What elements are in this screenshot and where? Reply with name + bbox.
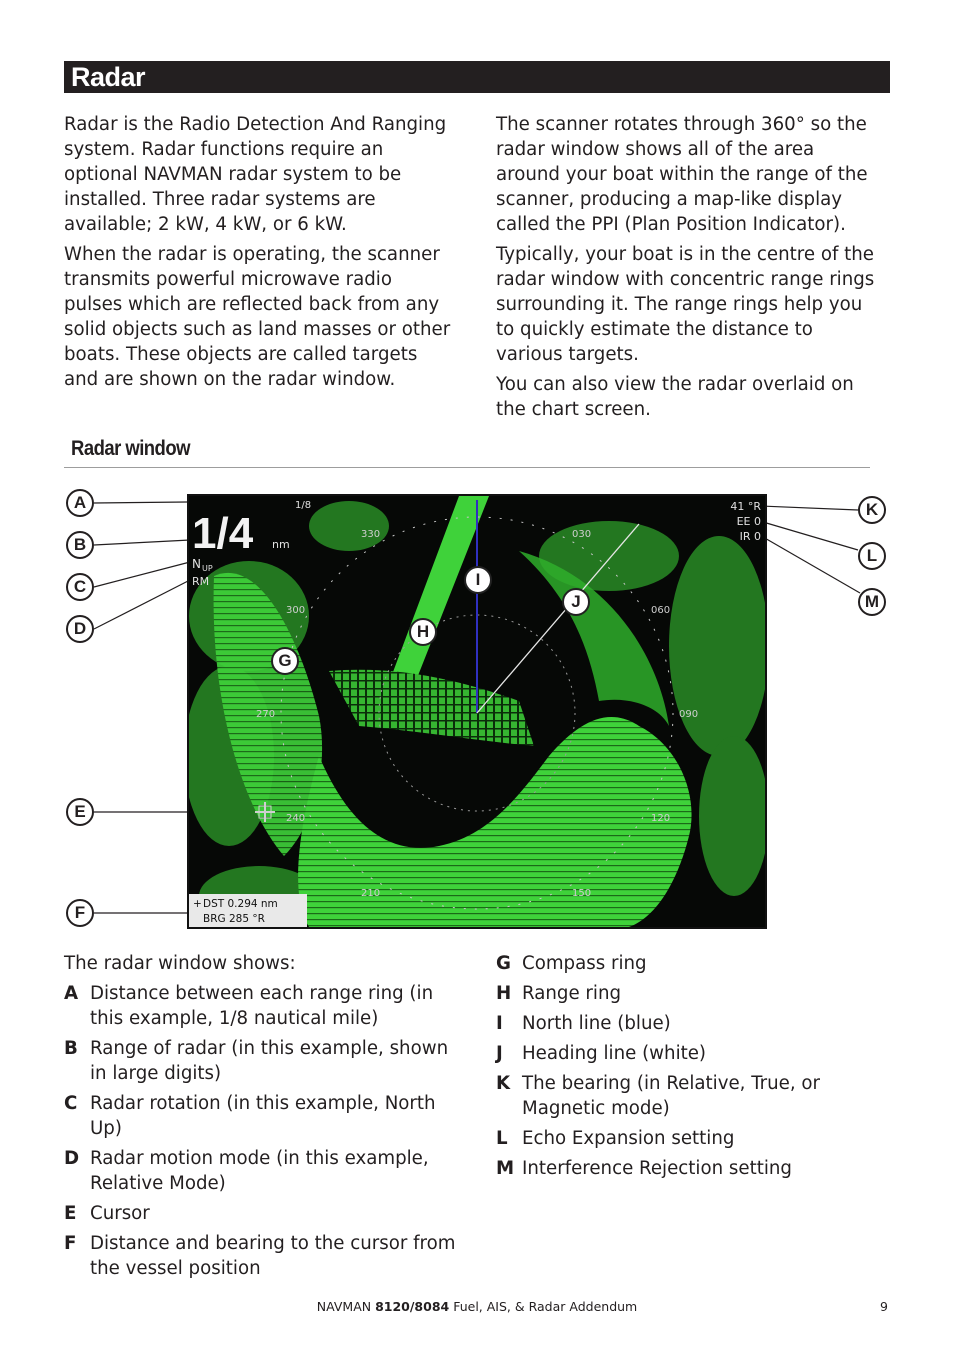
legend-text: Distance and bearing to the cursor from the vessel position [90, 1233, 456, 1279]
intro-paragraph: The scanner rotates through 360° so the radar window shows all of the area around your boat within the range of the scanner, producing a map-like display called the PPI (Plan Position Indicator). [496, 114, 868, 235]
intro-paragraph: Radar is the Radio Detection And Ranging system. Radar functions require an optional NAVMAN radar system to be installed. Three radar systems are available; 2 kW, 4 kW, or 6 kW. [64, 114, 447, 235]
compass-label: 300 [286, 605, 306, 616]
legend-text: Radar rotation (in this example, North Up) [90, 1093, 436, 1139]
callout-h: H [409, 618, 437, 646]
legend-text: Radar motion mode (in this example, Relative Mode) [90, 1148, 429, 1194]
legend-item [64, 981, 464, 1031]
legend-item [64, 1091, 464, 1141]
callout-k: K [858, 496, 886, 524]
section-title: Radar window [71, 437, 190, 460]
compass-label: 060 [651, 605, 671, 616]
leader-a [94, 502, 187, 503]
legend-key: C [64, 1093, 78, 1114]
callout-d: D [66, 615, 94, 643]
legend-key: B [64, 1038, 78, 1059]
legend-left [64, 951, 464, 1286]
legend-item [496, 951, 896, 976]
legend-item [496, 1156, 896, 1181]
legend-text: Range ring [522, 983, 622, 1004]
range-unit: nm [272, 538, 290, 551]
compass-label: 240 [286, 813, 306, 824]
echo-expansion-readout: EE 0 [736, 515, 761, 528]
legend-item [64, 1201, 464, 1226]
compass-label: 090 [679, 709, 699, 720]
orientation-up: UP [202, 564, 213, 573]
compass-label: 030 [572, 529, 592, 540]
legend-key: G [496, 953, 511, 974]
legend-item [496, 981, 896, 1006]
callout-f: F [66, 899, 94, 927]
legend-item [64, 1036, 464, 1086]
legend-item [496, 1041, 896, 1066]
callout-c: C [66, 573, 94, 601]
callout-g: G [271, 647, 299, 675]
legend-key: J [496, 1043, 503, 1064]
leader-d [94, 580, 190, 629]
legend-key: M [496, 1158, 515, 1179]
footer-model: 8120/8084 [375, 1299, 450, 1314]
intro-paragraph: When the radar is operating, the scanner transmits powerful microwave radio pulses which are reflected back from any solid objects such as land masses or other boats. These objects are called targets and are shown on the radar window. [64, 244, 451, 390]
radar-window [187, 494, 767, 929]
page-number: 9 [880, 1299, 888, 1314]
callout-l: L [858, 542, 886, 570]
callout-b: B [66, 531, 94, 559]
legend-key: K [496, 1073, 511, 1094]
compass-label: 150 [572, 888, 592, 899]
legend-text: North line (blue) [522, 1013, 671, 1034]
orientation-n: N [192, 557, 201, 571]
ring-interval: 1/8 [295, 500, 312, 511]
page-title: Radar [71, 62, 146, 92]
cursor-distance: DST 0.294 nm [203, 898, 278, 910]
footer [0, 1299, 954, 1314]
legend-key: L [496, 1128, 508, 1149]
callout-j: J [562, 588, 590, 616]
legend-key: F [64, 1233, 77, 1254]
cursor-bearing: BRG 285 °R [203, 913, 265, 925]
legend-item [64, 1146, 464, 1196]
legend-text: Echo Expansion setting [522, 1128, 735, 1149]
callout-a: A [66, 489, 94, 517]
leader-b [94, 540, 190, 545]
legend-item [496, 1126, 896, 1151]
bearing-readout: 41 °R [730, 500, 761, 513]
intro-paragraph: You can also view the radar overlaid on the chart screen. [496, 374, 854, 420]
compass-label: 120 [651, 813, 671, 824]
interference-rejection-readout: IR 0 [739, 530, 761, 543]
leader-c [94, 562, 190, 587]
legend-item [496, 1071, 896, 1121]
legend-item [64, 1231, 464, 1281]
legend-text: Cursor [90, 1203, 150, 1224]
legend-key: E [64, 1203, 77, 1224]
intro-paragraph: Typically, your boat is in the centre of the radar window with concentric range rings surrounding it. The range rings help you to quickly estimate the distance to various targets. [496, 244, 875, 365]
callout-m: M [858, 588, 886, 616]
legend-text: Interference Rejection setting [522, 1158, 792, 1179]
leader-m [763, 537, 860, 593]
motion-mode: RM [192, 575, 210, 588]
legend-item [496, 1011, 896, 1036]
legend-right [496, 951, 896, 1186]
callout-i: I [464, 566, 492, 594]
legend-key: A [64, 983, 79, 1004]
legend-text: Range of radar (in this example, shown in large digits) [90, 1038, 449, 1084]
range-value: 1/4 [192, 509, 254, 558]
legend-key: I [496, 1013, 503, 1034]
footer-title: Fuel, AIS, & Radar Addendum [453, 1299, 638, 1314]
callout-e: E [66, 798, 94, 826]
legend-text: The bearing (in Relative, True, or Magnetic mode) [522, 1073, 821, 1119]
footer-brand: NAVMAN [316, 1299, 372, 1314]
cursor-icon-small: + [193, 898, 202, 910]
legend-key: D [64, 1148, 80, 1169]
legend-key: H [496, 983, 512, 1004]
compass-label: 330 [361, 529, 381, 540]
legend-text: Heading line (white) [522, 1043, 707, 1064]
leader-k [760, 506, 858, 510]
legend-text: Compass ring [522, 953, 647, 974]
compass-label: 270 [256, 709, 276, 720]
compass-label: 210 [361, 888, 381, 899]
radar-display [189, 496, 765, 927]
legend-intro: The radar window shows: [64, 953, 296, 974]
legend-text: Distance between each range ring (in this example, 1/8 nautical mile) [90, 983, 434, 1029]
